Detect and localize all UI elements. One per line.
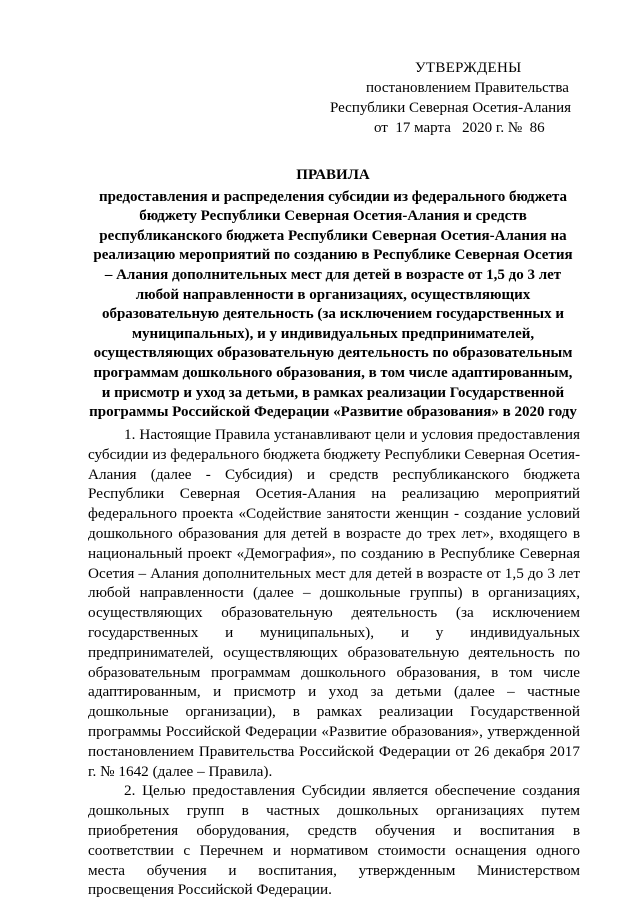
paragraph-1: 1. Настоящие Правила устанавливают цели и условия предоставления субсидии из федерального бюджета бюджету Республики Северная Осетия-Алания (далее - Субсидия) и средств республиканского бюджета Республики Северная Осетия-Алания на реализацию мероприятий федерального проекта «Содействие занятости женщин - создание условий дошкольного образования для детей в возрасте до трех лет», входящего в национальный проект «Демография», по созданию в Республике Северная Осетия – Алания дополнительных мест для детей в возрасте от 1,5 до 3 лет любой направленности (далее – дошкольные группы) в организациях, осуществляющих образовательную деятельность (за исключением государственных и муниципальных), и у индивидуальных предпринимателей, осуществляющих образовательную деятельность по образовательным программам дошкольного образования, в том числе адаптированным, и присмотр и уход за детьми (далее – частные дошкольные организации), в рамках реализации Государственной программы Российской Федерации «Развитие образования», утвержденной постановлением Правительства Российской Федерации от 26 декабря 2017 г. № 1642 (далее – Правила). [88,426,580,780]
approval-date-line [320,118,590,138]
approval-date: 17 марта [395,120,451,136]
approval-number-sign: № [507,120,523,136]
document-title-block [88,166,578,423]
document-subtitle: предоставления и распределения субсидии из федерального бюджета бюджету Республики Северная Осетия-Алания и средств республиканского бюджета Республики Северная Осетия-Алания на реализацию мероприятий по созданию в Республике Северная Осетия – Алания дополнительных мест для детей в возрасте от 1,5 до 3 лет любой направленности в организациях, осуществляющих образовательную деятельность (за исключением государственных и муниципальных), и у индивидуальных предпринимателей, осуществляющих образовательную деятельность по образовательным программам дошкольного образования, в том числе адаптированным, и присмотр и уход за детьми, в рамках реализации Государственной программы Российской Федерации «Развитие образования» в 2020 году [89,188,577,421]
document-body [88,425,580,900]
document-heading: ПРАВИЛА [296,167,370,183]
approval-stamp [320,58,590,138]
approval-title: УТВЕРЖДЕНЫ [415,60,522,76]
approval-by-resolution: постановлением Правительства [366,80,569,96]
approval-date-prefix: от [374,120,388,136]
paragraph-2: 2. Целью предоставления Субсидии является обеспечение создания дошкольных групп в частных дошкольных организациях путем приобретения оборудования, средств обучения и воспитания в соответствии с Перечнем и нормативом стоимости оснащения одного места обучения и воспитания, утвержденным Министерством просвещения Российской Федерации. [88,782,580,899]
approval-year: 2020 г. [462,120,505,136]
approval-government: Республики Северная Осетия-Алания [330,100,572,116]
approval-number: 86 [529,120,545,136]
